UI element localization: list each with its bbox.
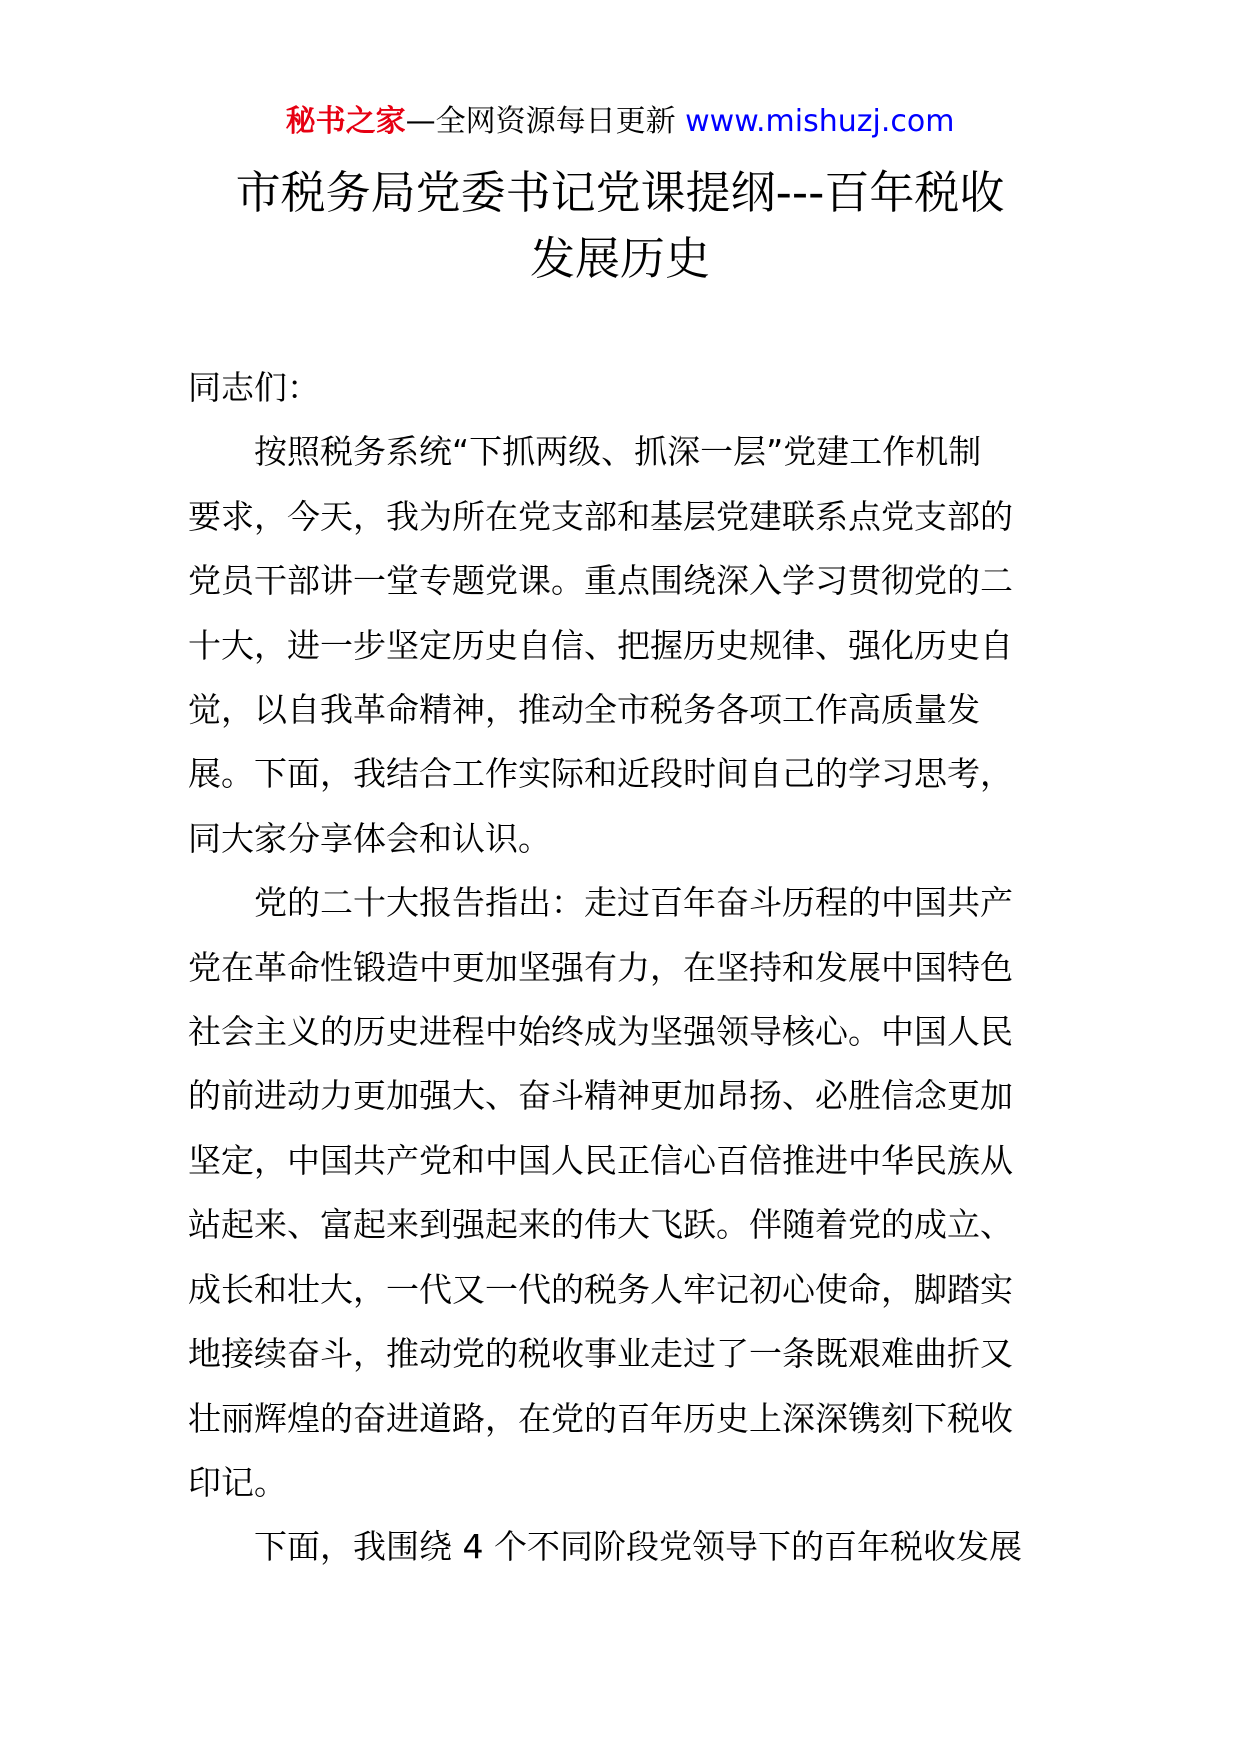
paragraph-line: 地接续奋斗，推动党的税收事业走过了一条既艰难曲折又 <box>188 1334 1013 1374</box>
paragraph-line: 下面，我围绕 4 个不同阶段党领导下的百年税收发展 <box>254 1527 1022 1567</box>
paragraph <box>188 1515 1058 1579</box>
banner-slogan: —全网资源每日更新 <box>405 104 676 139</box>
paragraph-line: 壮丽辉煌的奋进道路，在党的百年历史上深深镌刻下税收 <box>188 1398 1013 1438</box>
paragraph-line: 展。下面，我结合工作实际和近段时间自己的学习思考， <box>188 754 1013 794</box>
paragraph-line: 站起来、富起来到强起来的伟大飞跃。伴随着党的成立、 <box>188 1205 1013 1245</box>
paragraph-line: 觉，以自我革命精神，推动全市税务各项工作高质量发 <box>188 690 980 730</box>
header-banner <box>0 100 1240 144</box>
paragraph-line: 同大家分享体会和认识。 <box>188 818 551 858</box>
salutation <box>188 356 1058 420</box>
paragraph-line: 十大，进一步坚定历史自信、把握历史规律、强化历史自 <box>188 625 1013 665</box>
paragraph-line: 党的二十大报告指出：走过百年奋斗历程的中国共产 <box>254 883 1013 923</box>
salutation-text: 同志们： <box>188 368 320 407</box>
banner-url[interactable]: www.mishuzj.com <box>685 104 955 139</box>
paragraph-line: 社会主义的历史进程中始终成为坚强领导核心。中国人民 <box>188 1012 1013 1052</box>
paragraph-line: 按照税务系统“下抓两级、抓深一层”党建工作机制 <box>254 432 982 472</box>
paragraph <box>188 871 1058 1515</box>
paragraph-line: 成长和壮大，一代又一代的税务人牢记初心使命，脚踏实 <box>188 1269 1013 1309</box>
document-body <box>188 356 1058 1580</box>
paragraph-line: 坚定，中国共产党和中国人民正信心百倍推进中华民族从 <box>188 1140 1013 1180</box>
title-line-2: 发展历史 <box>529 232 710 285</box>
brand-name: 秘书之家 <box>285 104 406 139</box>
paragraph-line: 印记。 <box>188 1462 287 1502</box>
paragraph-line: 要求，今天，我为所在党支部和基层党建联系点党支部的 <box>188 496 1013 536</box>
paragraph <box>188 420 1058 871</box>
paragraph-line: 的前进动力更加强大、奋斗精神更加昂扬、必胜信念更加 <box>188 1076 1013 1116</box>
document-title <box>180 160 1060 292</box>
paragraph-line: 党员干部讲一堂专题党课。重点围绕深入学习贯彻党的二 <box>188 561 1013 601</box>
paragraph-line: 党在革命性锻造中更加坚强有力，在坚持和发展中国特色 <box>188 947 1013 987</box>
title-line-1: 市税务局党委书记党课提纲---百年税收 <box>235 166 1005 219</box>
